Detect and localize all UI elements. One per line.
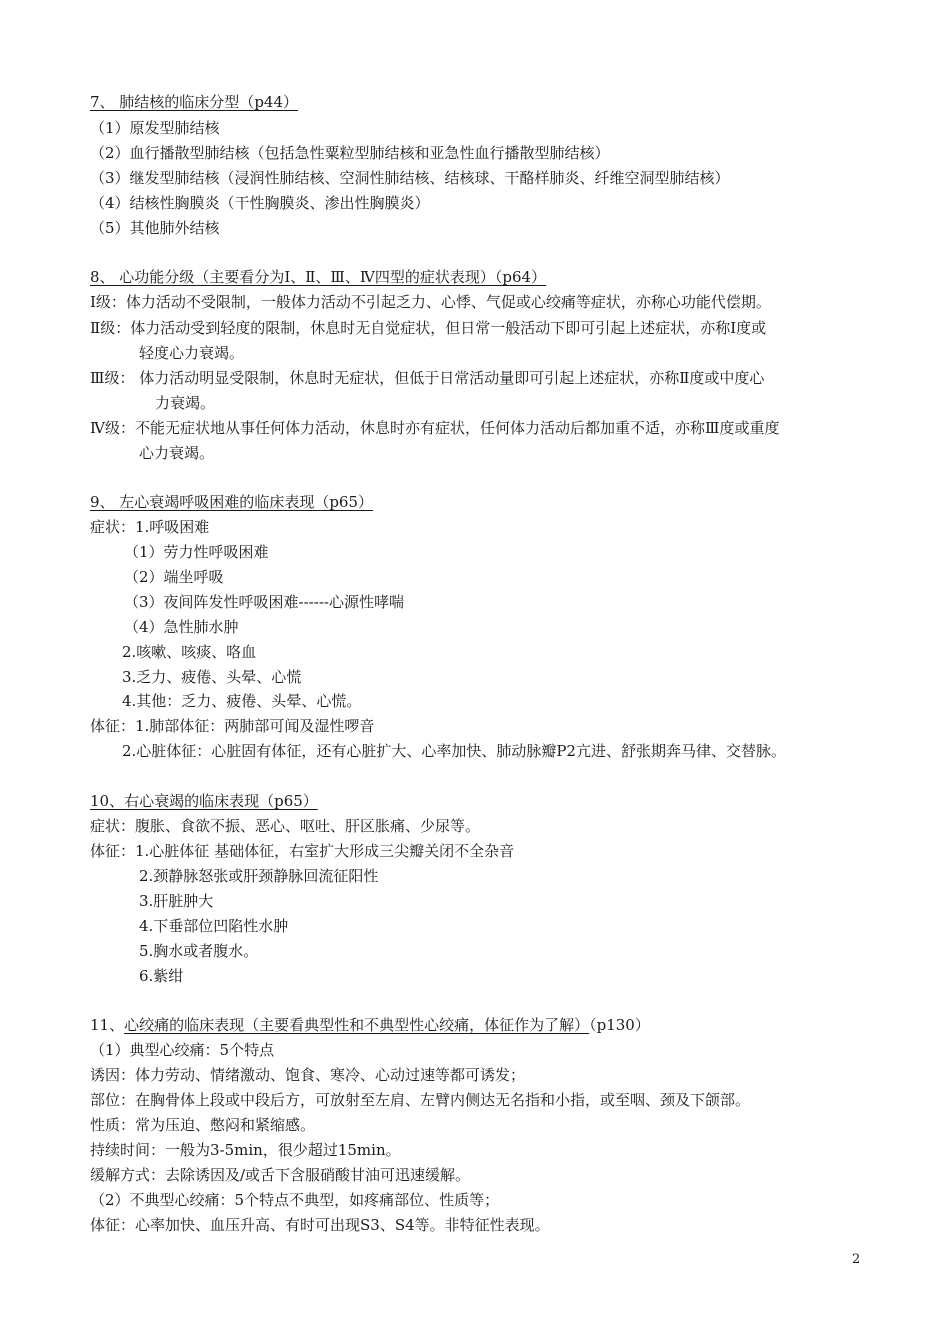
section-9-line: 3.乏力、疲倦、头晕、心慌 <box>122 668 302 686</box>
section-8-line: 心力衰竭。 <box>139 444 215 462</box>
section-11-line: 体征：心率加快、血压升高、有时可出现S3、S4等。非特征性表现。 <box>90 1216 550 1234</box>
section-10-line: 5.胸水或者腹水。 <box>139 942 259 960</box>
section-11-line: 持续时间：一般为3-5min，很少超过15min。 <box>90 1141 401 1159</box>
section-10-line: 体征：1.心脏体征 基础体征，右室扩大形成三尖瓣关闭不全杂音 <box>90 842 515 860</box>
section-11-line: 诱因：体力劳动、情绪激动、饱食、寒冷、心动过速等都可诱发； <box>90 1066 526 1084</box>
section-7-line: （5）其他肺外结核 <box>90 219 220 237</box>
section-9-line: （2）端坐呼吸 <box>124 568 224 586</box>
page-number: 2 <box>852 1252 861 1267</box>
section-11-title: 心绞痛的临床表现（主要看典型性和不典型性心绞痛，体征作为了解） <box>124 1016 590 1034</box>
section-7-line: （3）继发型肺结核（浸润性肺结核、空洞性肺结核、结核球、干酪样肺炎、纤维空洞型肺结核） <box>90 169 730 187</box>
section-11-line: （2）不典型心绞痛：5个特点不典型，如疼痛部位、性质等； <box>90 1191 500 1209</box>
section-9-line: （4）急性肺水肿 <box>124 618 239 636</box>
section-11-line: （1）典型心绞痛：5个特点 <box>90 1041 275 1059</box>
section-11-line: 部位：在胸骨体上段或中段后方，可放射至左肩、左臂内侧达无名指和小指，或至咽、颈及下颌部。 <box>90 1091 751 1109</box>
section-7-heading: 7、 肺结核的临床分型（p44） <box>90 93 299 111</box>
section-10-line: 症状：腹胀、食欲不振、恶心、呕吐、肝区胀痛、少尿等。 <box>90 817 481 835</box>
section-8-line: Ⅱ级：体力活动受到轻度的限制，休息时无自觉症状，但日常一般活动下即可引起上述症状，亦称Ⅰ度或 <box>90 319 767 337</box>
section-8-line: 力衰竭。 <box>155 394 216 412</box>
section-9-line: 体征：1.肺部体征：两肺部可闻及湿性啰音 <box>90 717 375 735</box>
section-10-heading: 10、右心衰竭的临床表现（p65） <box>90 792 318 810</box>
section-8-heading: 8、 心功能分级（主要看分为Ⅰ、Ⅱ、Ⅲ、Ⅳ四型的症状表现）（p64） <box>90 268 547 286</box>
section-9-line: 2.心脏体征：心脏固有体征，还有心脏扩大、心率加快、肺动脉瓣P2亢进、舒张期奔马律、交替脉。 <box>122 742 786 760</box>
section-11-line: 性质：常为压迫、憋闷和紧缩感。 <box>90 1116 316 1134</box>
section-10-line: 3.肝脏肿大 <box>139 892 214 910</box>
section-10-line: 6.紫绀 <box>139 967 184 985</box>
section-8-line: 轻度心力衰竭。 <box>139 344 245 362</box>
section-9-line: 4.其他：乏力、疲倦、头晕、心慌。 <box>122 692 362 710</box>
section-9-heading: 9、 左心衰竭呼吸困难的临床表现（p65） <box>90 493 374 511</box>
section-11-heading <box>90 1015 650 1035</box>
section-11-line: 缓解方式：去除诱因及/或舌下含服硝酸甘油可迅速缓解。 <box>90 1166 471 1184</box>
section-9-line: 症状：1.呼吸困难 <box>90 518 210 536</box>
section-8-line: Ⅰ级：体力活动不受限制，一般体力活动不引起乏力、心悸、气促或心绞痛等症状，亦称心功能代偿期。 <box>90 293 771 311</box>
section-8-line: Ⅲ级： 体力活动明显受限制，休息时无症状，但低于日常活动量即可引起上述症状，亦称Ⅱ度或中度心 <box>90 369 765 387</box>
section-10-line: 2.颈静脉怒张或肝颈静脉回流征阳性 <box>139 867 379 885</box>
section-9-line: （1）劳力性呼吸困难 <box>124 543 269 561</box>
section-7-line: （2）血行播散型肺结核（包括急性粟粒型肺结核和亚急性血行播散型肺结核） <box>90 144 610 162</box>
section-8-line: Ⅳ级：不能无症状地从事任何体力活动，休息时亦有症状，任何体力活动后都加重不适，亦称Ⅲ度或重度 <box>90 419 780 437</box>
section-11-page-ref: （p130） <box>589 1016 650 1034</box>
section-7-line: （4）结核性胸膜炎（干性胸膜炎、渗出性胸膜炎） <box>90 194 430 212</box>
section-10-line: 4.下垂部位凹陷性水肿 <box>139 917 289 935</box>
section-9-line: 2.咳嗽、咳痰、咯血 <box>122 643 257 661</box>
section-11-number: 11、 <box>90 1016 125 1034</box>
section-9-line: （3）夜间阵发性呼吸困难------心源性哮喘 <box>124 593 404 611</box>
section-7-line: （1）原发型肺结核 <box>90 119 220 137</box>
